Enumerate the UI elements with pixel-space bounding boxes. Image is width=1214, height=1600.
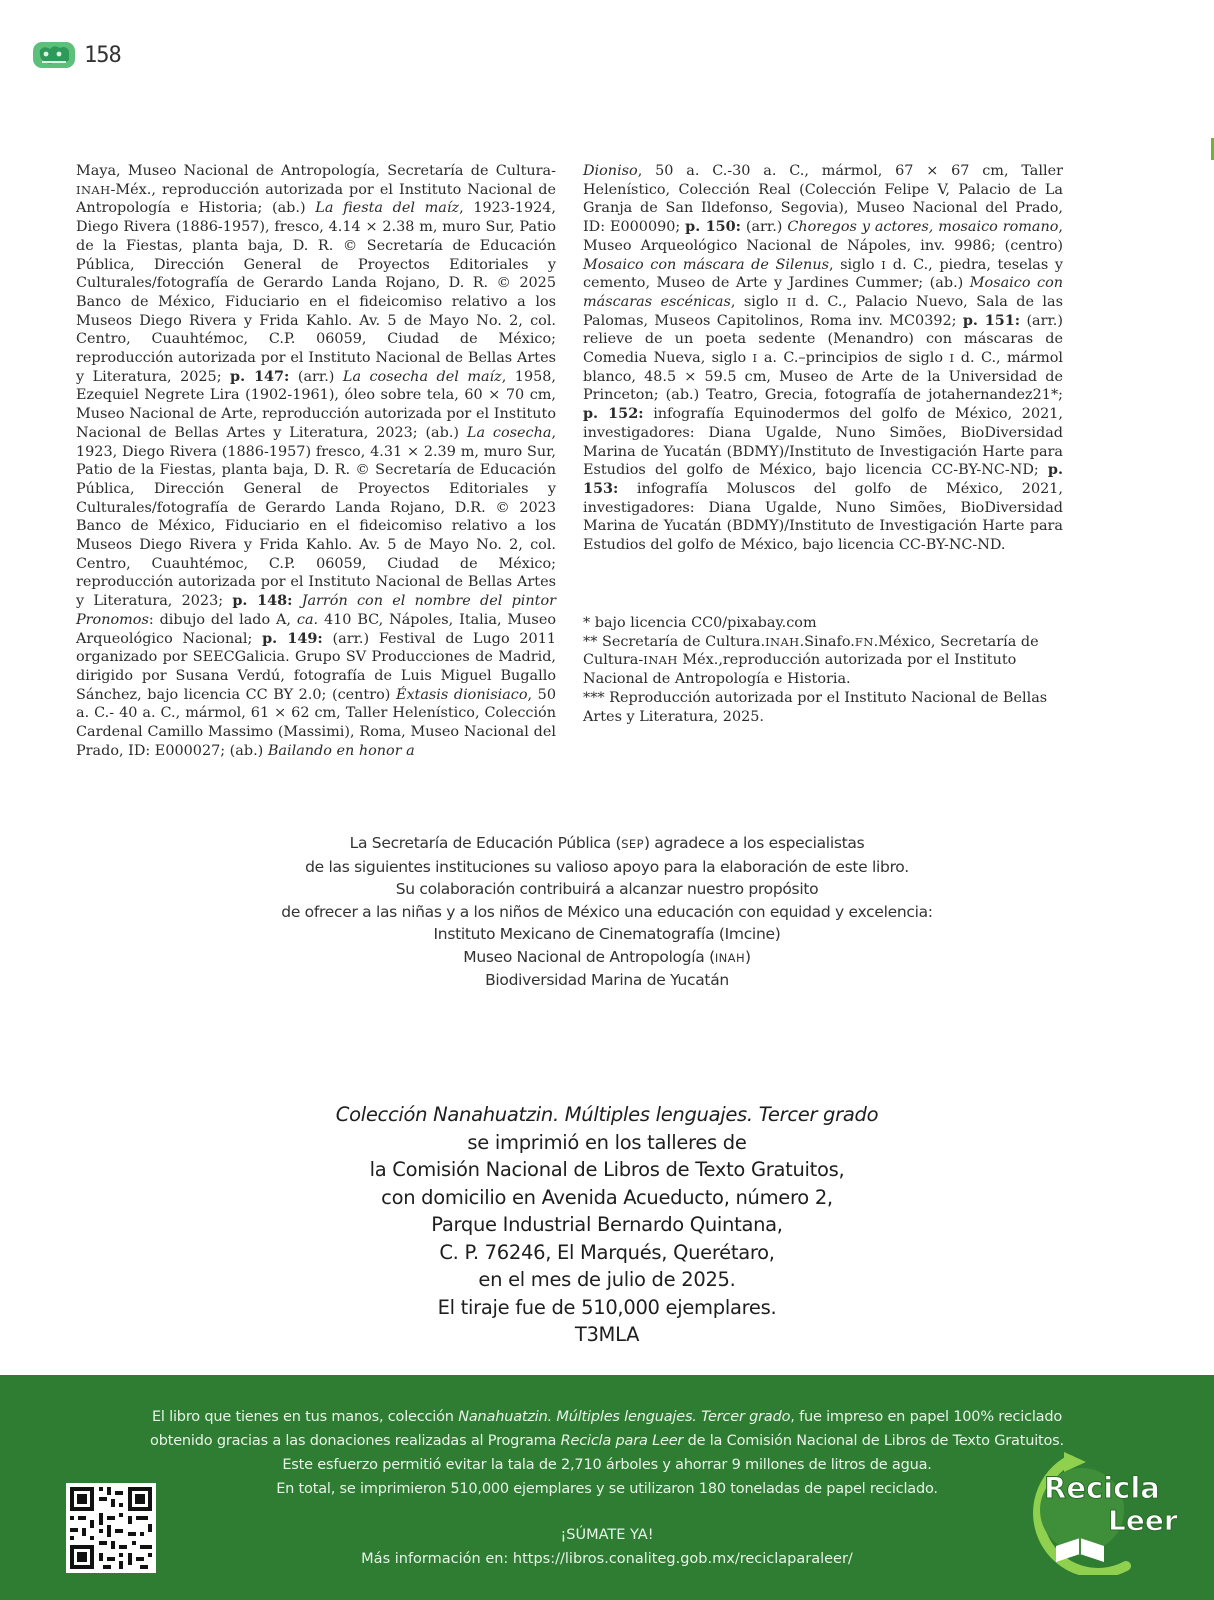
colophon-line: en el mes de julio de 2025. xyxy=(478,1268,736,1291)
svg-text:Leer: Leer xyxy=(1108,1504,1178,1537)
ack-line: de las siguientes instituciones su valioso apoyo para la elaboración de este libro. xyxy=(305,857,909,876)
ack-line: de ofrecer a las niñas y a los niños de México una educación con equidad y excelencia: xyxy=(281,902,933,921)
glyph-emblem-icon xyxy=(32,40,76,70)
credits-left-column xyxy=(76,162,556,761)
footer-line: El libro que tienes en tus manos, colección Nanahuatzin. Múltiples lenguajes. Tercer grado, fue impreso en papel 100% reciclado xyxy=(151,1409,1063,1425)
credits-right-paragraph: Dioniso, 50 a. C.-30 a. C., mármol, 67 × 67 cm, Taller Helenístico, Colección Real (Colección Felipe V, Palacio de La Granja de San Ildefonso, Segovia), Museo Nacional del Prado, ID: E000090; p. 150: (arr.) Choregos y actores, mosaico romano, Museo Arqueológico Nacional de Nápoles, inv. 9986; (centro) Mosaico con máscara de Silenus, siglo I d. C., piedra, teselas y cemento, Museo de Arte y Jardines Cummer; (ab.) Mosaico con máscaras escénicas, siglo II d. C., Palacio Nuevo, Sala de las Palomas, Museos Capitolinos, Roma inv. MC0392; p. 151: (arr.) relieve de un poeta sedente (Menandro) con máscaras de Comedia Nueva, siglo I a. C.–principios de siglo I d. C., mármol blanco, 48.5 × 59.5 cm, Museo de Arte de la Universidad de Princeton; (ab.) Teatro, Grecia, fotografía de jotahernandez21*; p. 152: infografía Equinodermos del golfo de México, 2021, investigadores: Diana Ugalde, Nuno Simões, BioDiversidad Marina de Yucatán (BDMY)/Instituto de Investigación Harte para Estudios del golfo de México, bajo licencia CC-BY-NC-ND; p. 153: infografía Moluscos del golfo de México, 2021, investigadores: Diana Ugalde, Nuno Simões, BioDiversidad Marina de Yucatán (BDMY)/Instituto de Investigación Harte para Estudios del golfo de México, bajo licencia CC-BY-NC-ND. xyxy=(583,163,1064,554)
footnote-3: *** Reproducción autorizada por el Instituto Nacional de Bellas Artes y Literatura, 2025. xyxy=(583,689,1048,725)
more-info-link[interactable]: https://libros.conaliteg.gob.mx/reciclaparaleer/ xyxy=(512,1551,853,1567)
footer-line: En total, se imprimieron 510,000 ejemplares y se utilizaron 180 toneladas de papel reciclado. xyxy=(276,1481,938,1497)
page-number: 158 xyxy=(84,42,121,68)
footnote-1: * bajo licencia CC0/pixabay.com xyxy=(583,615,817,631)
colophon-line: C. P. 76246, El Marqués, Querétaro, xyxy=(439,1240,775,1264)
recycle-logo-icon xyxy=(1030,1450,1180,1575)
footer-line: obtenido gracias a las donaciones realizadas al Programa Recicla para Leer de la Comisión Nacional de Libros de Texto Gratuitos. xyxy=(150,1433,1064,1449)
ack-institution: Biodiversidad Marina de Yucatán xyxy=(485,971,729,989)
colophon-line: la Comisión Nacional de Libros de Texto Gratuitos, xyxy=(369,1158,845,1181)
more-info: Más información en: https://libros.conaliteg.gob.mx/reciclaparaleer/ xyxy=(361,1551,853,1567)
qr-code-icon[interactable] xyxy=(66,1483,156,1573)
svg-text:Recicla: Recicla xyxy=(1044,1471,1160,1505)
page-header xyxy=(32,40,121,70)
acknowledgements xyxy=(0,832,1214,992)
credits-right-column xyxy=(583,162,1063,555)
footer-line: Este esfuerzo permitió evitar la tala de 2,710 árboles y ahorrar 9 millones de litros de agua. xyxy=(282,1457,932,1473)
credits-left-paragraph: Maya, Museo Nacional de Antropología, Secretaría de Cultura-INAH-Méx., reproducción autorizada por el Instituto Nacional de Antropología e Historia; (ab.) La fiesta del maíz, 1923-1924, Diego Rivera (1886-1957), fresco, 4.14 × 2.38 m, muro Sur, Patio de la Fiestas, planta baja, D. R. © Secretaría de Educación Pública, Dirección General de Proyectos Editoriales y Culturales/fotografía de Gerardo Landa Rojano, D. R. © 2025 Banco de México, Fiduciario en el fideicomiso relativo a los Museos Diego Rivera y Frida Kahlo. Av. 5 de Mayo No. 2, col. Centro, Cuauhtémoc, C.P. 06059, Ciudad de México; reproducción autorizada por el Instituto Nacional de Bellas Artes y Literatura, 2025; p. 147: (arr.) La cosecha del maíz, 1958, Ezequiel Negrete Lira (1902-1961), óleo sobre tela, 60 × 70 cm, Museo Nacional de Arte, reproducción autorizada por el Instituto Nacional de Bellas Artes y Literatura, 2023; (ab.) La cosecha, 1923, Diego Rivera (1886-1957) fresco, 4.31 × 2.39 m, muro Sur, Patio de la Fiestas, planta baja, D. R. © Secretaría de Educación Pública, Dirección General de Proyectos Editoriales y Culturales/fotografía de Gerardo Landa Rojano, D.R. © 2023 Banco de México, Fiduciario en el fideicomiso relativo a los Museos Diego Rivera y Frida Kahlo. Av. 5 de Mayo No. 2, col. Centro, Cuauhtémoc, C.P. 06059, Ciudad de México; reproducción autorizada por el Instituto Nacional de Bellas Artes y Literatura, 2023; p. 148: Jarrón con el nombre del pintor Pronomos: dibujo del lado A, ca. 410 BC, Nápoles, Italia, Museo Arqueológico Nacional; p. 149: (arr.) Festival de Lugo 2011 organizado por SEECGalicia. Grupo SV Producciones de Madrid, dirigido por Susana Verdú, fotografía de Luis Miguel Bugallo Sánchez, bajo licencia CC BY 2.0; (centro) Éxtasis dionisiaco, 50 a. C.- 40 a. C., mármol, 61 × 62 cm, Taller Helenístico, Colección Cardenal Camillo Massimo (Massimi), Roma, Museo Nacional del Prado, ID: E000027; (ab.) Bailando en honor a xyxy=(76,163,557,759)
colophon xyxy=(0,1101,1214,1349)
cta-heading: ¡SÚMATE YA! xyxy=(560,1527,654,1543)
colophon-line: se imprimió en los talleres de xyxy=(467,1130,747,1154)
colophon-title: Colección Nanahuatzin. Múltiples lenguajes. Tercer grado xyxy=(335,1103,879,1126)
recycle-footer xyxy=(0,1375,1214,1600)
footnotes xyxy=(583,614,1063,726)
ack-line: La Secretaría de Educación Pública (SEP) agradece a los especialistas xyxy=(349,834,865,852)
ack-institution: Museo Nacional de Antropología (INAH) xyxy=(463,947,751,966)
colophon-line: El tiraje fue de 510,000 ejemplares. xyxy=(437,1295,777,1319)
ack-line: Su colaboración contribuirá a alcanzar nuestro propósito xyxy=(395,880,819,898)
footnote-2: ** Secretaría de Cultura.INAH.Sinafo.FN.México, Secretaría de Cultura-INAH Méx.,reproducción autorizada por el Instituto Nacional de Antropología e Historia. xyxy=(583,633,1039,688)
colophon-line: Parque Industrial Bernardo Quintana, xyxy=(431,1213,783,1236)
ack-institution: Instituto Mexicano de Cinematografía (Imcine) xyxy=(433,925,781,943)
colophon-code: T3MLA xyxy=(574,1323,640,1346)
colophon-line: con domicilio en Avenida Acueducto, número 2, xyxy=(381,1185,833,1209)
